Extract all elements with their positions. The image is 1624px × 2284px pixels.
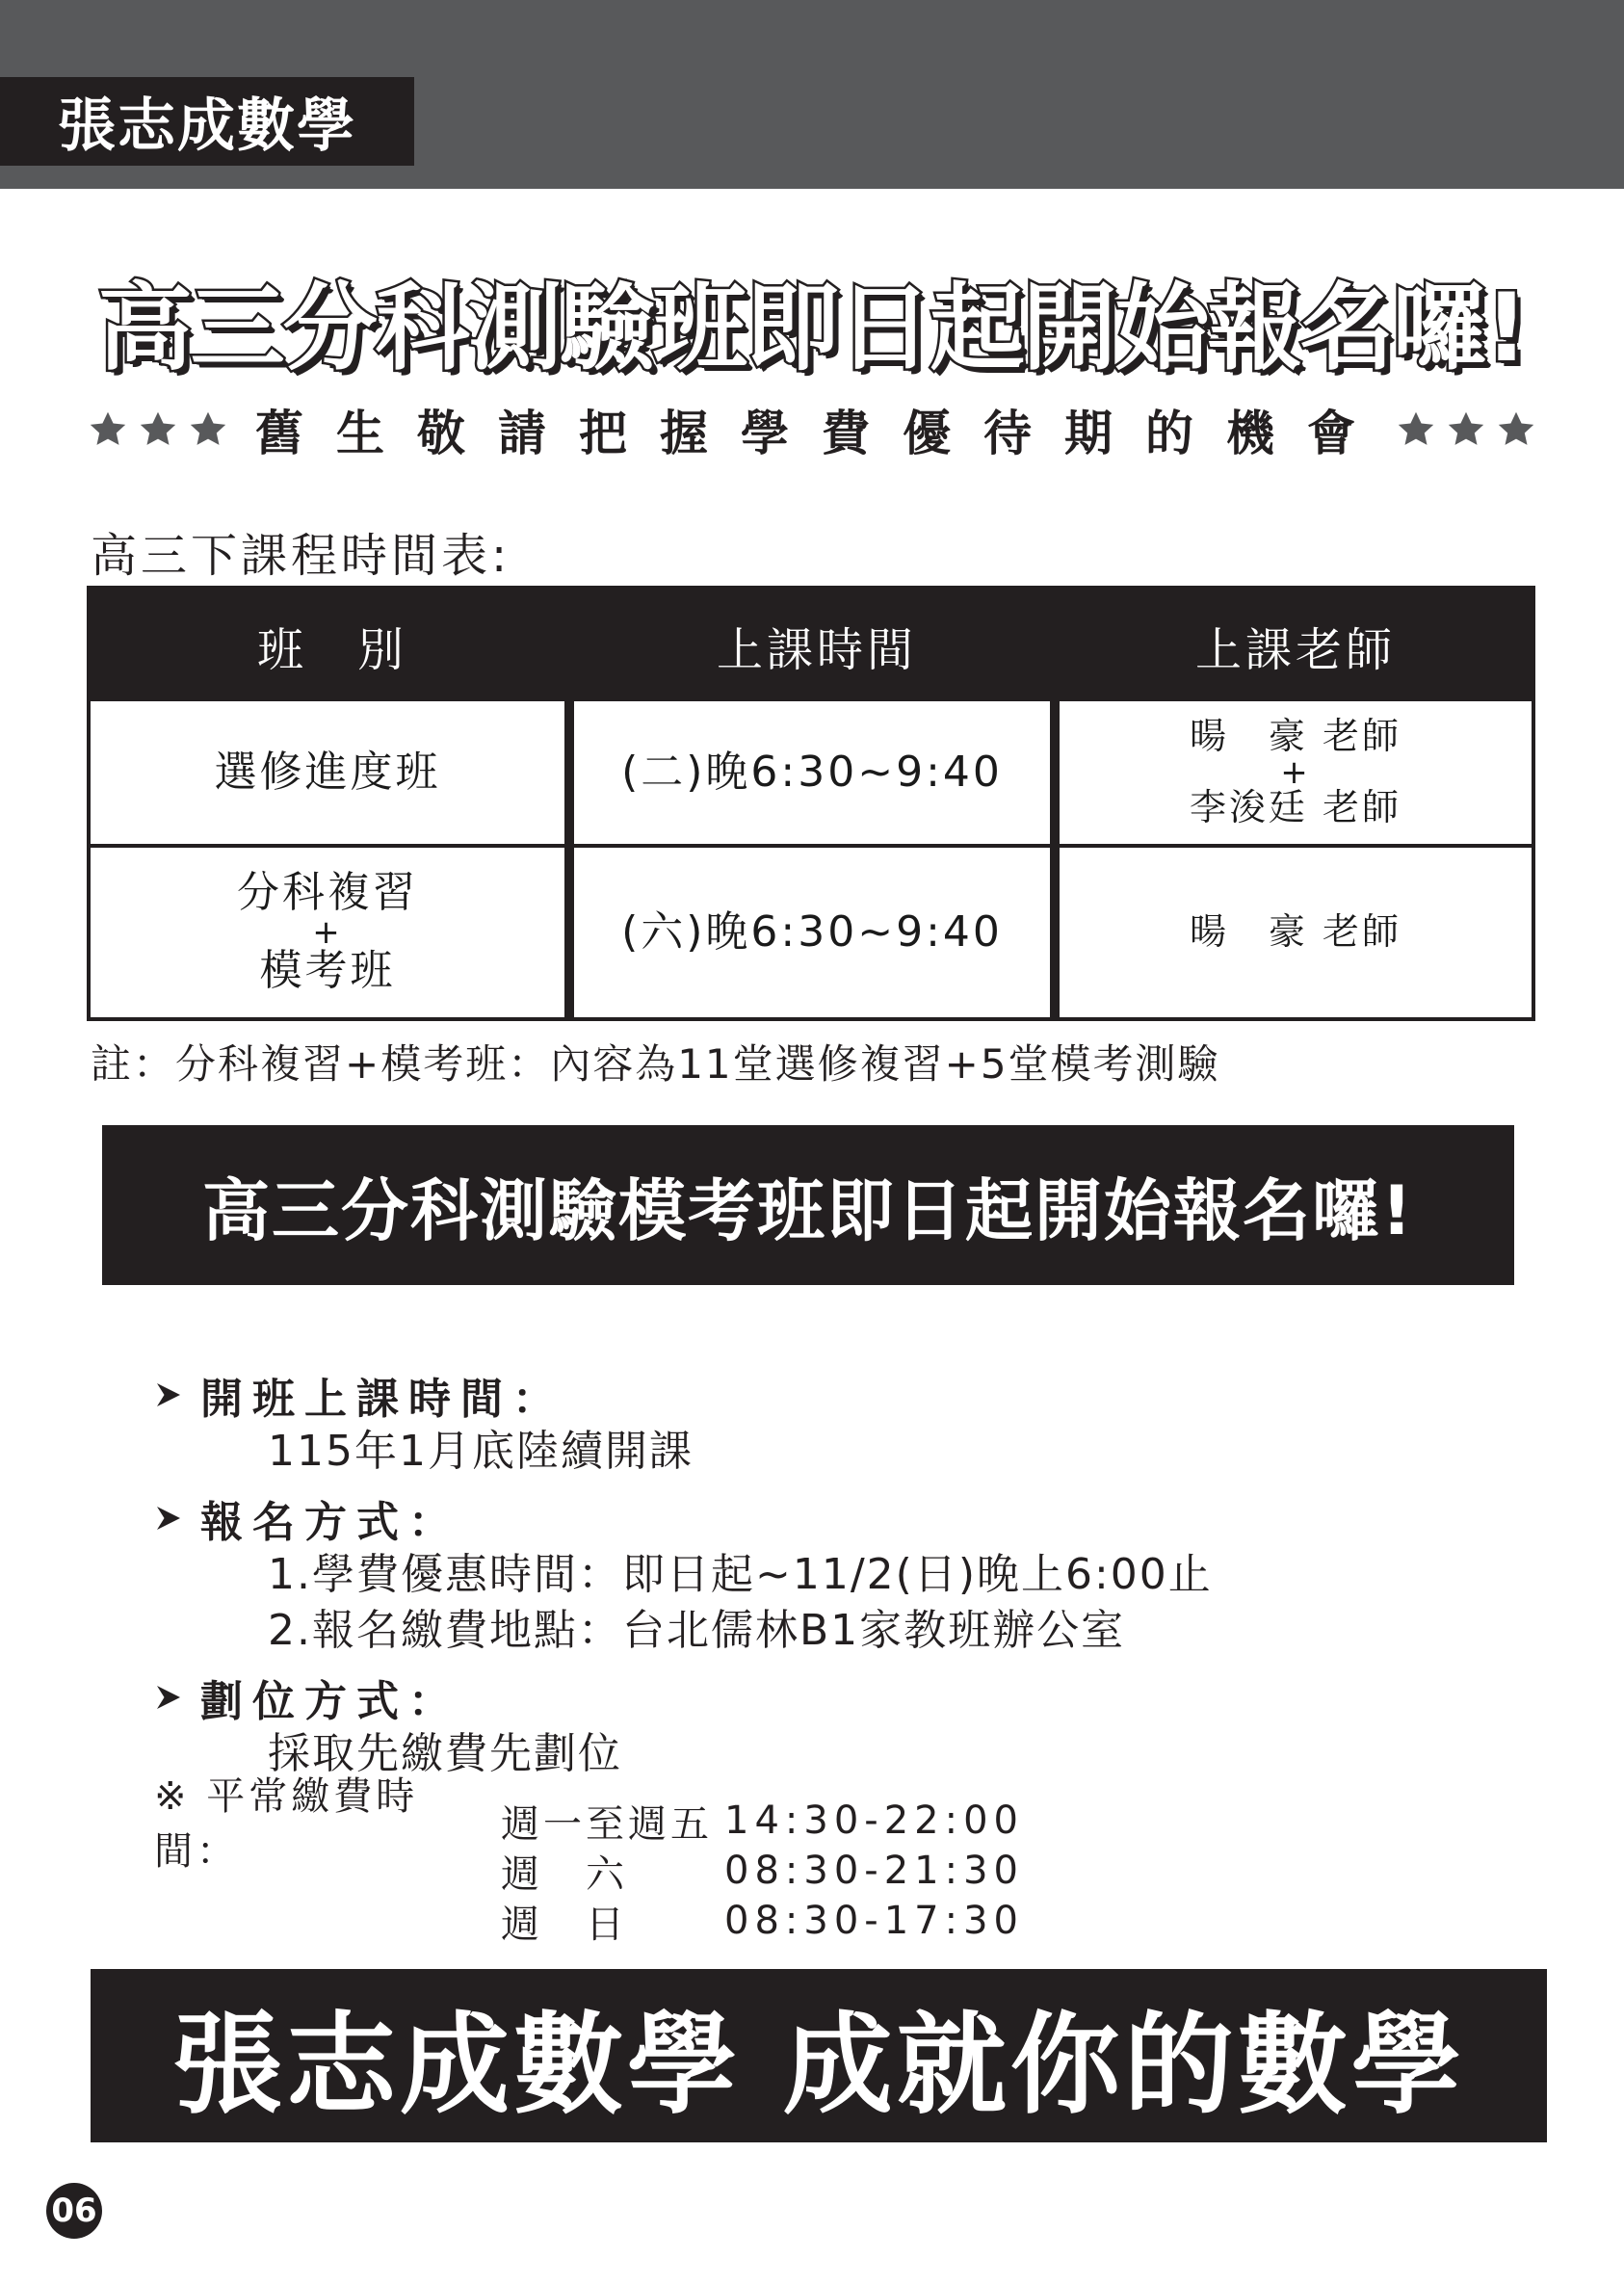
class-name: 分科複習 (237, 868, 418, 918)
star-icon (1494, 407, 1538, 452)
headline: 高三分科測驗班即日起開始報名囉! (97, 274, 1527, 383)
footer-slogan: 張志成數學 成就你的數學 (91, 1969, 1547, 2142)
info-item-title (154, 1366, 1406, 1424)
teacher-cell (1060, 848, 1532, 1017)
time-cell (574, 701, 1060, 844)
brand-tab: 張志成數學 (0, 77, 414, 166)
hours-day: 週一至週五 (501, 1801, 713, 1847)
plus-sign: + (1280, 752, 1311, 792)
subline-text: 舊生敬請把握學費優待期的機會 (255, 406, 1388, 461)
schedule-table (87, 586, 1535, 1021)
arrowhead-icon (154, 1683, 183, 1712)
star-group-right (1394, 407, 1538, 452)
star-group-left (86, 407, 230, 452)
class-cell (91, 701, 574, 844)
header-class: 班 別 (256, 622, 407, 677)
hours-day: 週 日 (501, 1902, 628, 1947)
star-icon (1394, 407, 1438, 452)
hours-row (154, 1896, 1024, 1946)
arrowhead-icon (154, 1504, 183, 1533)
info-title: 開班上課時間： (200, 1375, 564, 1424)
teacher-cell (1060, 701, 1532, 844)
star-icon (86, 407, 130, 452)
header-time: 上課時間 (716, 622, 917, 677)
hours-lead: ※ 平常繳費時間： (154, 1774, 419, 1874)
info-detail: 115年1月底陸續開課 (268, 1427, 694, 1476)
page-number: 06 (46, 2183, 102, 2239)
hours-day: 週 六 (501, 1851, 628, 1897)
info-detail: 1.學費優惠時間：即日起~11/2(日)晚上6:00止 (268, 1550, 1213, 1599)
star-icon (1444, 407, 1488, 452)
table-row (91, 848, 1532, 1017)
subline (0, 395, 1624, 464)
star-icon (186, 407, 230, 452)
class-time: (二)晚6:30~9:40 (621, 747, 1003, 797)
table-row (91, 701, 1532, 848)
teacher-name: 暘 豪 老師 (1189, 715, 1402, 758)
table-header (91, 590, 1532, 701)
time-cell (574, 848, 1060, 1017)
payment-hours (154, 1774, 1024, 1947)
info-detail: 2.報名繳費地點：台北儒林B1家教班辦公室 (268, 1606, 1126, 1655)
info-item-title (154, 1668, 1406, 1726)
header-teacher: 上課老師 (1194, 622, 1396, 677)
class-time: (六)晚6:30~9:40 (621, 906, 1003, 957)
info-item-title (154, 1489, 1406, 1547)
teacher-name: 李浚廷 老師 (1189, 786, 1402, 829)
table-note: 註：分科複習+模考班：內容為11堂選修複習+5堂模考測驗 (91, 1040, 1220, 1088)
info-title: 劃位方式： (200, 1677, 460, 1726)
class-name: 選修進度班 (214, 747, 441, 797)
arrowhead-icon (154, 1380, 183, 1409)
hours-time: 08:30-21:30 (724, 1849, 1024, 1893)
star-icon (136, 407, 180, 452)
class-cell (91, 848, 574, 1017)
hours-time: 08:30-17:30 (724, 1899, 1024, 1943)
table-caption: 高三下課程時間表: (91, 529, 511, 583)
info-detail: 採取先繳費先劃位 (268, 1729, 622, 1778)
class-name: 模考班 (259, 946, 396, 996)
info-title: 報名方式： (200, 1498, 460, 1547)
info-list (154, 1366, 1406, 1782)
mock-exam-banner: 高三分科測驗模考班即日起開始報名囉! (102, 1125, 1514, 1285)
teacher-name: 暘 豪 老師 (1189, 910, 1402, 954)
hours-time: 14:30-22:00 (724, 1798, 1024, 1843)
plus-sign: + (312, 912, 343, 952)
